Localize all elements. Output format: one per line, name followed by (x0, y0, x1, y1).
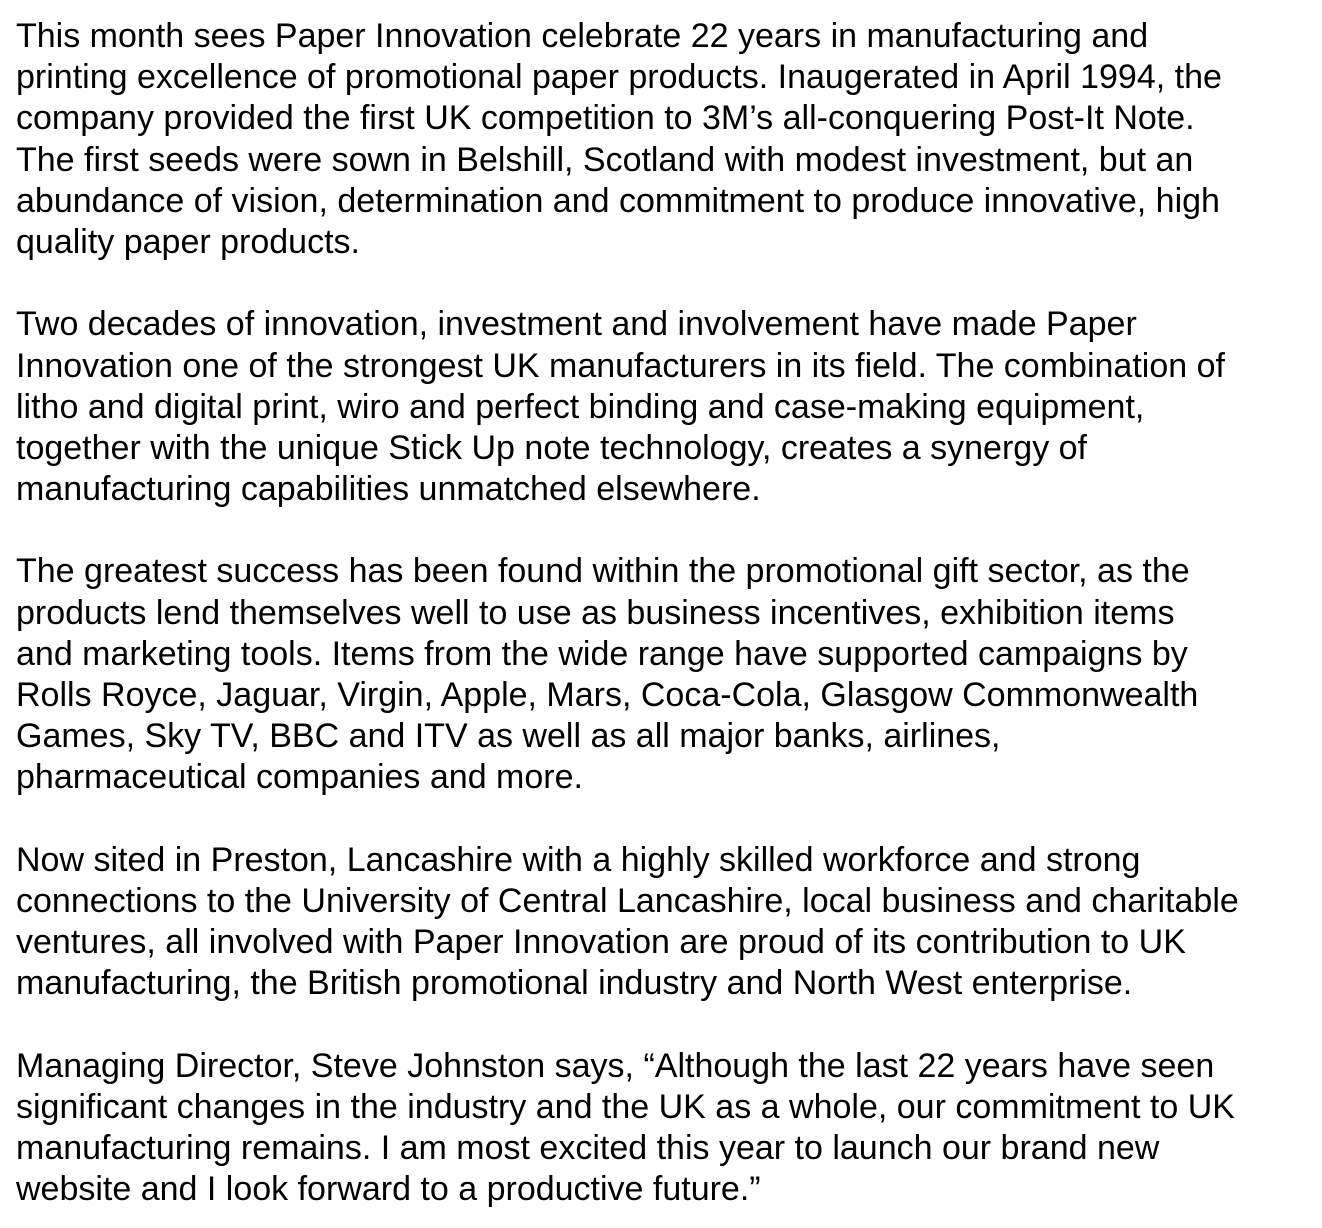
text-line: and marketing tools. Items from the wide range have supported campaigns by (16, 634, 1188, 673)
text-line: abundance of vision, determination and commitment to produce innovative, high (16, 181, 1220, 220)
text-line: connections to the University of Central Lancashire, local business and charitable (16, 881, 1239, 920)
text-line: manufacturing, the British promotional industry and North West enterprise. (16, 964, 1133, 1003)
text-line: quality paper products. (16, 222, 360, 261)
text-line: litho and digital print, wiro and perfect binding and case-making equipment, (16, 387, 1145, 426)
text-line: together with the unique Stick Up note technology, creates a synergy of (16, 428, 1087, 467)
text-line: significant changes in the industry and the UK as a whole, our commitment to UK (16, 1087, 1235, 1126)
paragraph-anniversary (16, 16, 1316, 263)
text-line: This month sees Paper Innovation celebrate 22 years in manufacturing and (16, 17, 1149, 55)
text-line: pharmaceutical companies and more. (16, 758, 583, 797)
text-line: company provided the first UK competition to 3M’s all-conquering Post-It Note. (16, 99, 1195, 138)
text-line: printing excellence of promotional paper products. Inaugerated in April 1994, the (16, 58, 1222, 97)
paragraph-location (16, 840, 1316, 1005)
text-line: Now sited in Preston, Lancashire with a highly skilled workforce and strong (16, 840, 1141, 879)
text-line: manufacturing remains. I am most excited this year to launch our brand new (16, 1129, 1160, 1168)
text-line: Innovation one of the strongest UK manufacturers in its field. The combination of (16, 346, 1225, 385)
text-line: Two decades of innovation, investment and involvement have made Paper (16, 305, 1137, 344)
paragraph-success (16, 551, 1316, 798)
text-line: The first seeds were sown in Belshill, Scotland with modest investment, but an (16, 140, 1194, 179)
paragraph-capabilities (16, 304, 1316, 510)
text-line: ventures, all involved with Paper Innovation are proud of its contribution to UK (16, 923, 1186, 962)
text-line: Managing Director, Steve Johnston says, “Although the last 22 years have seen (16, 1046, 1215, 1085)
text-line: manufacturing capabilities unmatched elsewhere. (16, 470, 761, 509)
text-line: website and I look forward to a productive future.” (16, 1170, 761, 1209)
paragraph-quote (16, 1046, 1316, 1211)
document-body (16, 16, 1316, 1210)
text-line: products lend themselves well to use as business incentives, exhibition items (16, 593, 1175, 632)
text-line: Rolls Royce, Jaguar, Virgin, Apple, Mars, Coca-Cola, Glasgow Commonwealth (16, 676, 1199, 714)
text-line: The greatest success has been found within the promotional gift sector, as the (16, 552, 1190, 591)
text-line: Games, Sky TV, BBC and ITV as well as all major banks, airlines, (16, 717, 1001, 756)
